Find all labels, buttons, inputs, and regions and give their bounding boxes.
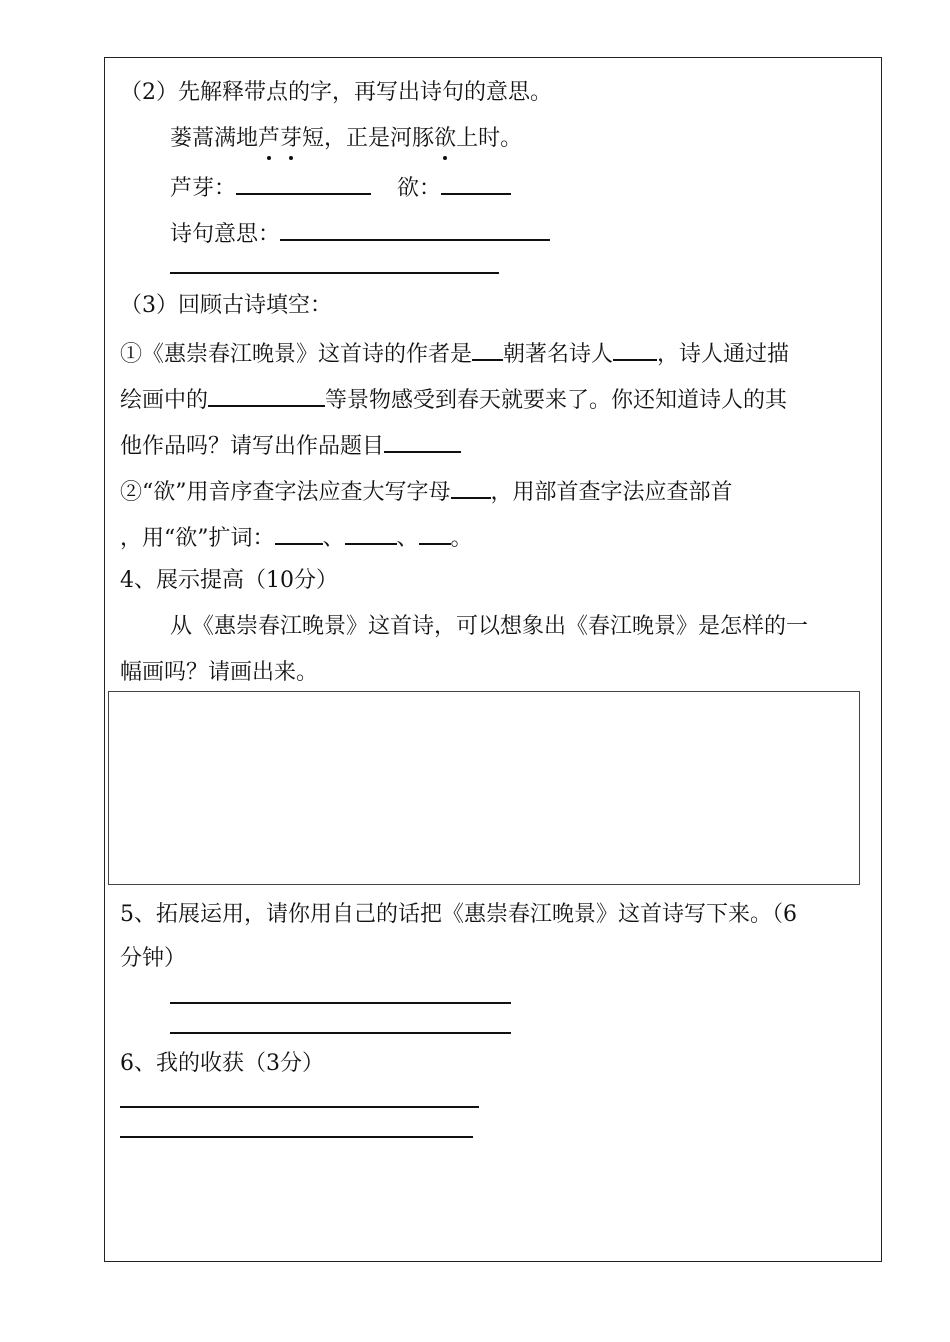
q3-item2-line1 (120, 475, 733, 508)
q3-item2-line2 (120, 521, 473, 554)
q6-title: 6、我的收获（3分） (120, 1051, 324, 1076)
q3-item2-text-a: ②“欲”用音序查字法应查大写字母 (120, 480, 451, 505)
q3-item1-text-a: ①《惠崇春江晚景》这首诗的作者是 (120, 342, 473, 367)
sep-1: 、 (322, 526, 345, 551)
q3-item1-line1 (120, 337, 789, 370)
q5-line1: 5、拓展运用，请你用自己的话把《惠崇春江晚景》这首诗写下来。（6 (120, 902, 797, 927)
yu-label: 欲： (397, 176, 442, 201)
q3-item1-text-e: 等景物感受到春天就要来了。你还知道诗人的其 (325, 388, 788, 413)
q3-item2-text-b: ，用部首查字法应查部首 (490, 480, 733, 505)
verse-part1: 蒌蒿满地 (170, 126, 259, 151)
q3-item1-text-d: 绘画中的 (120, 388, 209, 413)
scenery-blank[interactable] (208, 383, 325, 407)
works-blank[interactable] (384, 429, 461, 453)
q4-line1: 从《惠崇春江晚景》这首诗，可以想象出《春江晚景》是怎样的一 (170, 614, 809, 639)
q3-item2-text-c: ，用“欲”扩词： (120, 526, 275, 551)
dynasty-blank[interactable] (472, 337, 503, 361)
q3-item1-line2 (120, 383, 787, 416)
q3-item1-line3 (120, 429, 461, 462)
q4-title: 4、展示提高（10分） (120, 568, 338, 593)
letter-blank[interactable] (451, 475, 491, 499)
dotted-char-lu: 芦 (258, 124, 280, 154)
word-blank-2[interactable] (345, 521, 397, 545)
q6-answer-line-2[interactable] (120, 1136, 473, 1138)
q3-item1-text-f: 他作品吗？请写出作品题目 (120, 434, 385, 459)
word-blank-3[interactable] (419, 521, 451, 545)
end-mark: 。 (450, 526, 473, 551)
q2-word-row (170, 171, 511, 204)
dotted-char-ya: 芽 (280, 124, 302, 154)
meaning-blank[interactable] (280, 217, 550, 241)
verse-part3: 上时。 (456, 126, 523, 151)
yu-blank[interactable] (441, 171, 511, 195)
q2-meaning-row (170, 217, 550, 250)
q5-line2: 分钟） (120, 946, 187, 971)
poet-blank[interactable] (613, 337, 657, 361)
word-blank-1[interactable] (275, 521, 323, 545)
q3-prompt: （3）回顾古诗填空： (120, 293, 332, 318)
q6-answer-line-1[interactable] (120, 1106, 479, 1108)
q5-answer-line-2[interactable] (170, 1032, 511, 1034)
sep-2: 、 (396, 526, 419, 551)
verse-part2: 短，正是河豚 (302, 126, 435, 151)
q3-item1-text-c: ，诗人通过描 (657, 342, 790, 367)
meaning-label: 诗句意思： (170, 222, 281, 247)
dotted-char-yu: 欲 (434, 124, 456, 154)
q5-answer-line-1[interactable] (170, 1002, 511, 1004)
q2-verse (170, 124, 522, 154)
lu-ya-label: 芦芽： (170, 176, 237, 201)
drawing-area[interactable] (108, 691, 860, 885)
q3-item1-text-b: 朝著名诗人 (503, 342, 614, 367)
meaning-blank-line2[interactable] (170, 272, 499, 274)
lu-ya-blank[interactable] (236, 171, 371, 195)
q4-line2: 幅画吗？请画出来。 (120, 660, 319, 685)
q2-prompt: （2）先解释带点的字，再写出诗句的意思。 (120, 80, 552, 105)
